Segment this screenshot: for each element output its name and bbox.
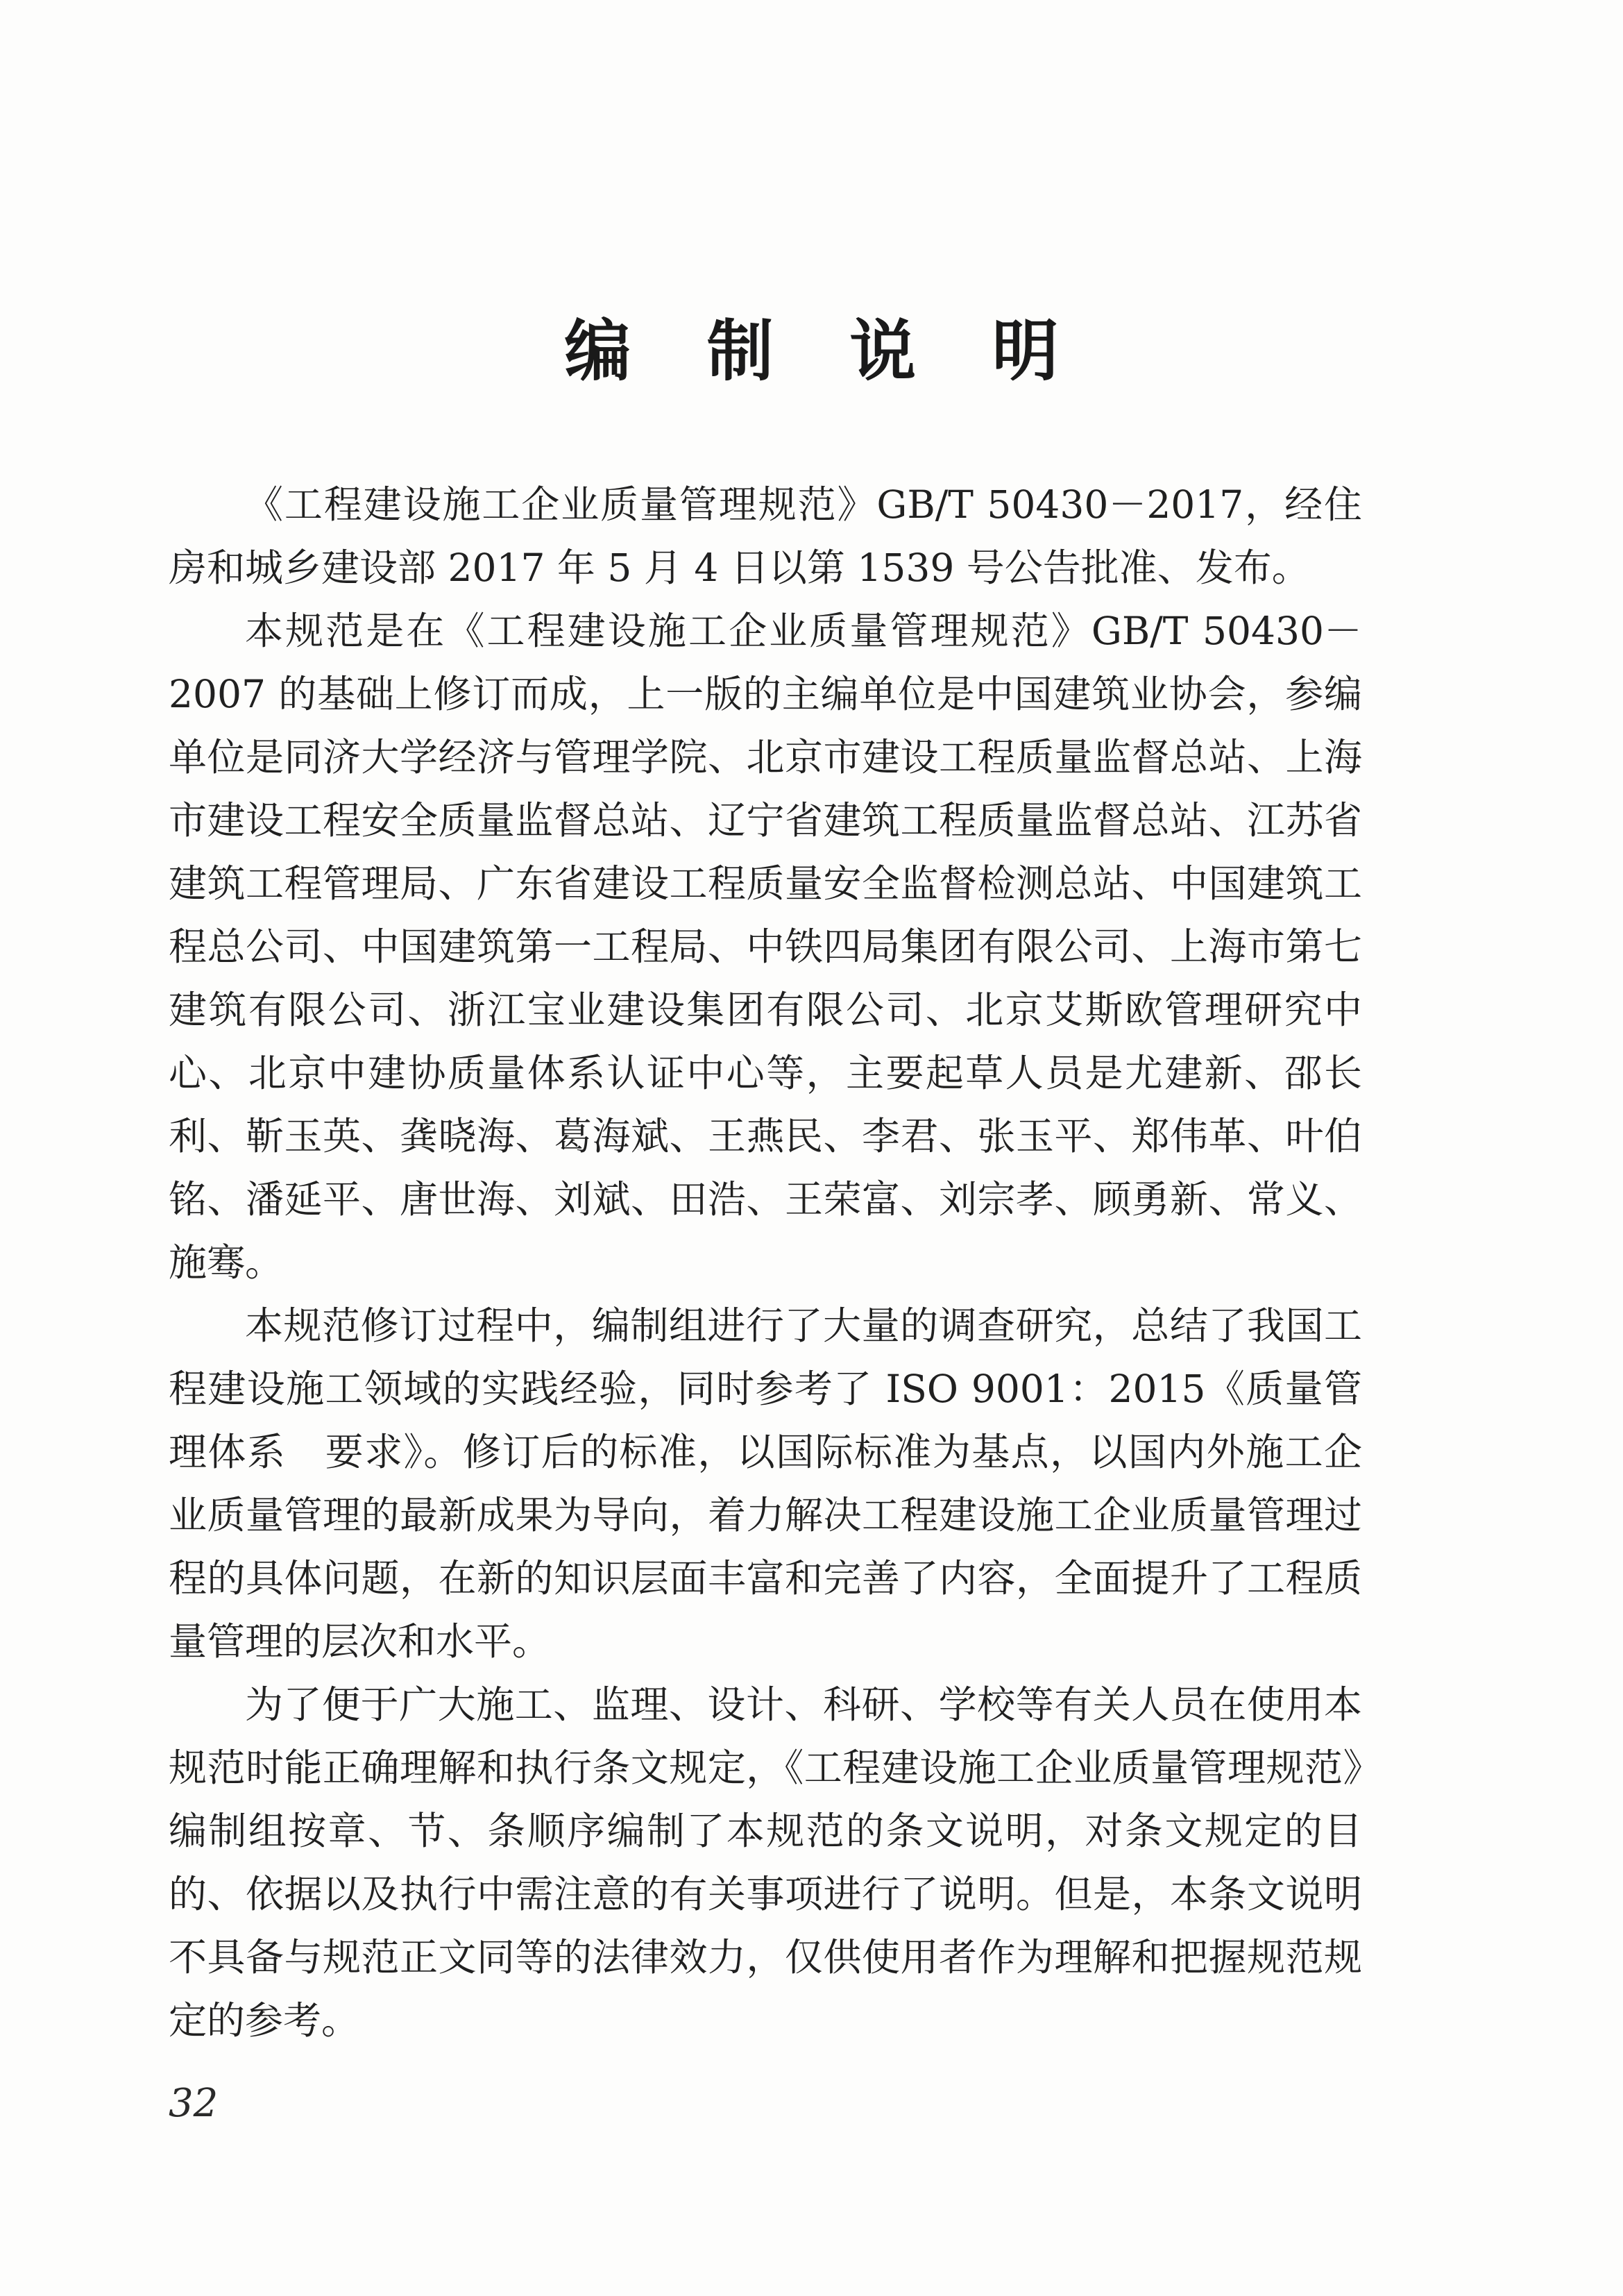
paragraph-3: 本规范修订过程中，编制组进行了大量的调查研究，总结了我国工程建设施工领域的实践经验，同时参考了 ISO 9001：2015《质量管理体系 要求》。修订后的标准，以国际标准为基点，以国内外施工企业质量管理的最新成果为导向，着力解决工程建设施工企业质量管理过程的具体问题，在新的知识层面丰富和完善了内容，全面提升了工程质量管理的层次和水平。 bbox=[169, 1303, 1362, 1664]
paragraph-4: 为了便于广大施工、监理、设计、科研、学校等有关人员在使用本规范时能正确理解和执行条文规定，《工程建设施工企业质量管理规范》编制组按章、节、条顺序编制了本规范的条文说明，对条文规定的目的、依据以及执行中需注意的有关事项进行了说明。但是，本条文说明不具备与规范正文同等的法律效力，仅供使用者作为理解和把握规范规定的参考。 bbox=[169, 1682, 1362, 2043]
body-text bbox=[169, 473, 1362, 2052]
paragraph-2: 本规范是在《工程建设施工企业质量管理规范》GB/T 50430－2007 的基础上修订而成，上一版的主编单位是中国建筑业协会，参编单位是同济大学经济与管理学院、北京市建设工程质量监督总站、上海市建设工程安全质量监督总站、辽宁省建筑工程质量监督总站、江苏省建筑工程管理局、广东省建设工程质量安全监督检测总站、中国建筑工程总公司、中国建筑第一工程局、中铁四局集团有限公司、上海市第七建筑有限公司、浙江宝业建设集团有限公司、北京艾斯欧管理研究中心、北京中建协质量体系认证中心等，主要起草人员是尤建新、邵长利、靳玉英、龚晓海、葛海斌、王燕民、李君、张玉平、郑伟革、叶伯铭、潘延平、唐世海、刘斌、田浩、王荣富、刘宗孝、顾勇新、常义、施骞。 bbox=[169, 609, 1362, 1285]
page-title: 编 制 说 明 bbox=[564, 312, 1085, 390]
paragraph-1: 《工程建设施工企业质量管理规范》GB/T 50430－2017，经住房和城乡建设部 2017 年 5 月 4 日以第 1539 号公告批准、发布。 bbox=[169, 482, 1362, 590]
page-number: 32 bbox=[169, 2081, 219, 2126]
